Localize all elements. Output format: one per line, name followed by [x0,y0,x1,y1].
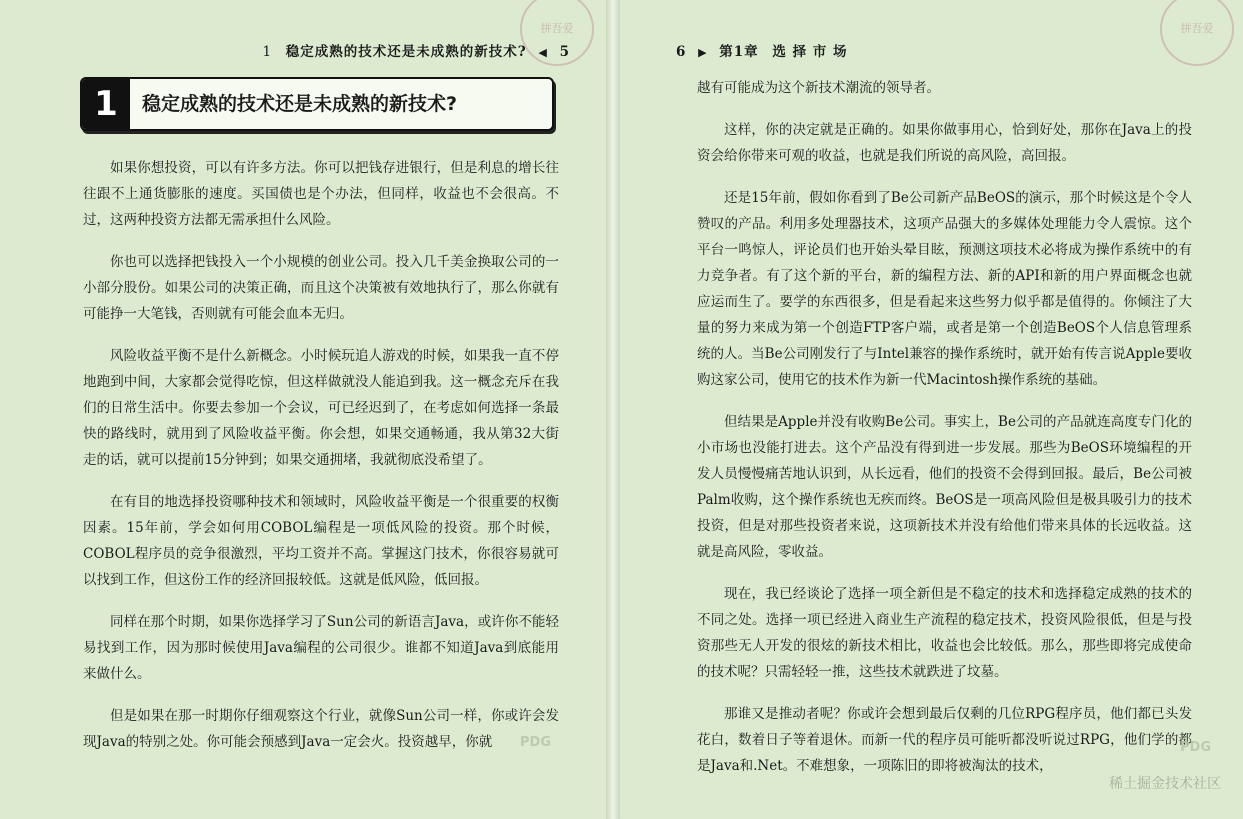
left-body-text [83,155,559,771]
paragraph: 如果你想投资，可以有许多方法。你可以把钱存进银行，但是利息的增长往往跟不上通货膨胀的速度。买国债也是个办法，但同样，收益也不会很高。不过，这两种投资方法都无需承担什么风险。 [83,160,559,228]
paragraph: 同样在那个时期，如果你选择学习了Sun公司的新语言Java，或许你不能轻易找到工作，因为那时候使用Java编程的公司很少。谁都不知道Java到底能用来做什么。 [83,614,559,682]
paragraph: 但是如果在那一时期你仔细观察这个行业，就像Sun公司一样，你或许会发现Java的特别之处。你可能会预感到Java一定会火。投资越早，你就 [83,708,559,750]
chapter-heading-box [80,77,554,131]
paragraph-continued: 越有可能成为这个新技术潮流的领导者。 [697,80,940,96]
book-gutter [606,0,620,819]
left-page [0,0,606,819]
right-page [620,0,1243,819]
pdg-watermark-right: PDG [1180,740,1211,755]
paragraph: 在有目的地选择投资哪种技术和领域时，风险收益平衡是一个很重要的权衡因素。15年前，学会如何用COBOL编程是一项低风险的投资。那个时候，COBOL程序员的竞争很激烈，平均工资并不高。掌握这门技术，你很容易就可以找到工作，但这份工作的经济回报较低。这就是低风险，低回报。 [83,494,559,588]
paragraph: 这样，你的决定就是正确的。如果你做事用心，恰到好处，那你在Java上的投资会给你带来可观的收益，也就是我们所说的高风险，高回报。 [697,122,1192,164]
running-head-chapter: 第1章 [719,44,759,60]
paragraph: 你也可以选择把钱投入一个小规模的创业公司。投入几千美金换取公司的一小部分股份。如果公司的决策正确，而且这个决策被有效地执行了，那么你就有可能挣一大笔钱，否则就有可能会血本无归。 [83,254,559,322]
paragraph: 但结果是Apple并没有收购Be公司。事实上，Be公司的产品就连高度专门化的小市场也没能打进去。这个产品没有得到进一步发展。那些为BeOS环境编程的开发人员慢慢痛苦地认识到，从长远看，他们的投资不会得到回报。最后，Be公司被Palm收购，这个操作系统也无疾而终。BeOS是一项高风险但是极具吸引力的技术投资，但是对那些投资者来说，这项新技术并没有给他们带来具体的长远收益。这就是高风险，零收益。 [697,414,1192,560]
paragraph: 那谁又是推动者呢？你或许会想到最后仅剩的几位RPG程序员，他们都已头发花白，数着日子等着退休。而新一代的程序员可能听都没听说过RPG，他们学的都是Java和.Net。不难想象，一项陈旧的即将被淘汰的技术， [697,706,1192,774]
paragraph: 现在，我已经谈论了选择一项全新但是不稳定的技术和选择稳定成熟的技术的不同之处。选择一项已经进入商业生产流程的稳定技术，投资风险很低，但是与投资那些无人开发的很炫的新技术相比，收益也会比较低。那么，那些即将完成使命的技术呢？只需轻轻一推，这些技术就跌进了坟墓。 [697,586,1192,680]
page-number-right: 6 [676,44,687,60]
running-head-section: 1 [262,44,273,60]
paragraph: 风险收益平衡不是什么新概念。小时候玩追人游戏的时候，如果我一直不停地跑到中间，大家都会觉得吃惊，但这样做就没人能追到我。这一概念充斥在我们的日常生活中。你要去参加一个会议，可已经迟到了，在考虑如何选择一条最快的路线时，就用到了风险收益平衡。你会想，如果交通畅通，我从第32大街走的话，就可以提前15分钟到；如果交通拥堵，我就彻底没希望了。 [83,348,559,468]
left-arrow-icon: ◀ [538,46,548,59]
chapter-number: 1 [82,79,130,129]
stamp-watermark-left: 拼吾爱 [520,0,594,66]
right-running-head [676,40,848,60]
chapter-title: 稳定成熟的技术还是未成熟的新技术? [142,93,458,115]
paragraph: 还是15年前，假如你看到了Be公司新产品BeOS的演示，那个时候这是个令人赞叹的产品。利用多处理器技术，这项产品强大的多媒体处理能力令人震惊。这个平台一鸣惊人，评论员们也开始头晕目眩，预测这项技术必将成为操作系统中的有力竞争者。有了这个新的平台，新的编程方法、新的API和新的用户界面概念也就应运而生了。要学的东西很多，但是看起来这些努力似乎都是值得的。你倾注了大量的努力来成为第一个创造FTP客户端，或者是第一个创造BeOS个人信息管理系统的人。当Be公司刚发行了与Intel兼容的操作系统时，就开始有传言说Apple要收购这家公司，使用它的技术作为新一代Macintosh操作系统的基础。 [697,190,1192,388]
right-body-text [697,75,1192,795]
pdg-watermark-left: PDG [520,735,551,750]
running-head-title: 稳定成熟的技术还是未成熟的新技术? [285,44,527,60]
running-head-chapter-title: 选 择 市 场 [772,44,848,60]
page-number-left: 5 [559,44,570,60]
right-arrow-icon: ▶ [698,46,708,59]
footer-watermark: 稀土掘金技术社区 [1109,776,1221,792]
stamp-watermark-right: 拼吾爱 [1160,0,1234,66]
